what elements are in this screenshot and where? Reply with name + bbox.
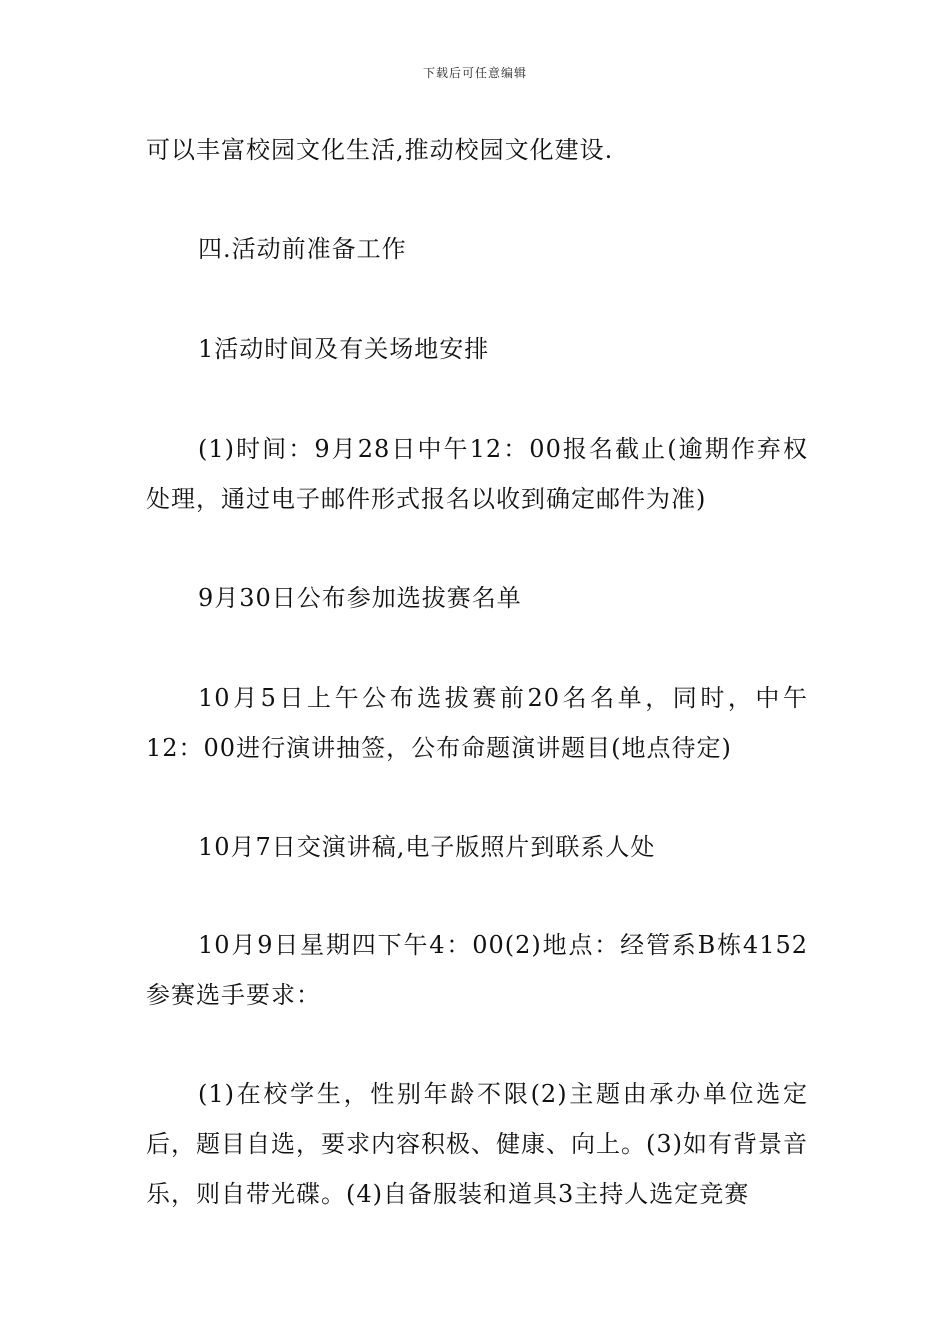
subsection-heading: 1活动时间及有关场地安排 [198, 335, 490, 363]
paragraph-time: (1)时间：9月28日中午12：00报名截止(逾期作弃权处理，通过电子邮件形式报名以收到确定邮件为准) [146, 435, 808, 513]
paragraph-intro: 可以丰富校园文化生活,推动校园文化建设. [146, 136, 614, 164]
paragraph-oct7: 10月7日交演讲稿,电子版照片到联系人处 [198, 833, 656, 861]
page-header: 下载后可任意编辑 [422, 66, 527, 80]
section-heading: 四.活动前准备工作 [198, 235, 407, 263]
paragraph-oct9: 10月9日星期四下午4：00(2)地点：经管系B栋4152参赛选手要求： [146, 931, 808, 1009]
paragraph-oct5: 10月5日上午公布选拔赛前20名名单，同时，中午12：00进行演讲抽签，公布命题演讲题目(地点待定) [146, 684, 808, 762]
paragraph-sep30: 9月30日公布参加选拔赛名单 [198, 584, 522, 612]
paragraph-requirements: (1)在校学生，性别年龄不限(2)主题由承办单位选定后，题目自选，要求内容积极、健康、向上。(3)如有背景音乐，则自带光碟。(4)自备服装和道具3主持人选定竞赛 [146, 1080, 808, 1208]
